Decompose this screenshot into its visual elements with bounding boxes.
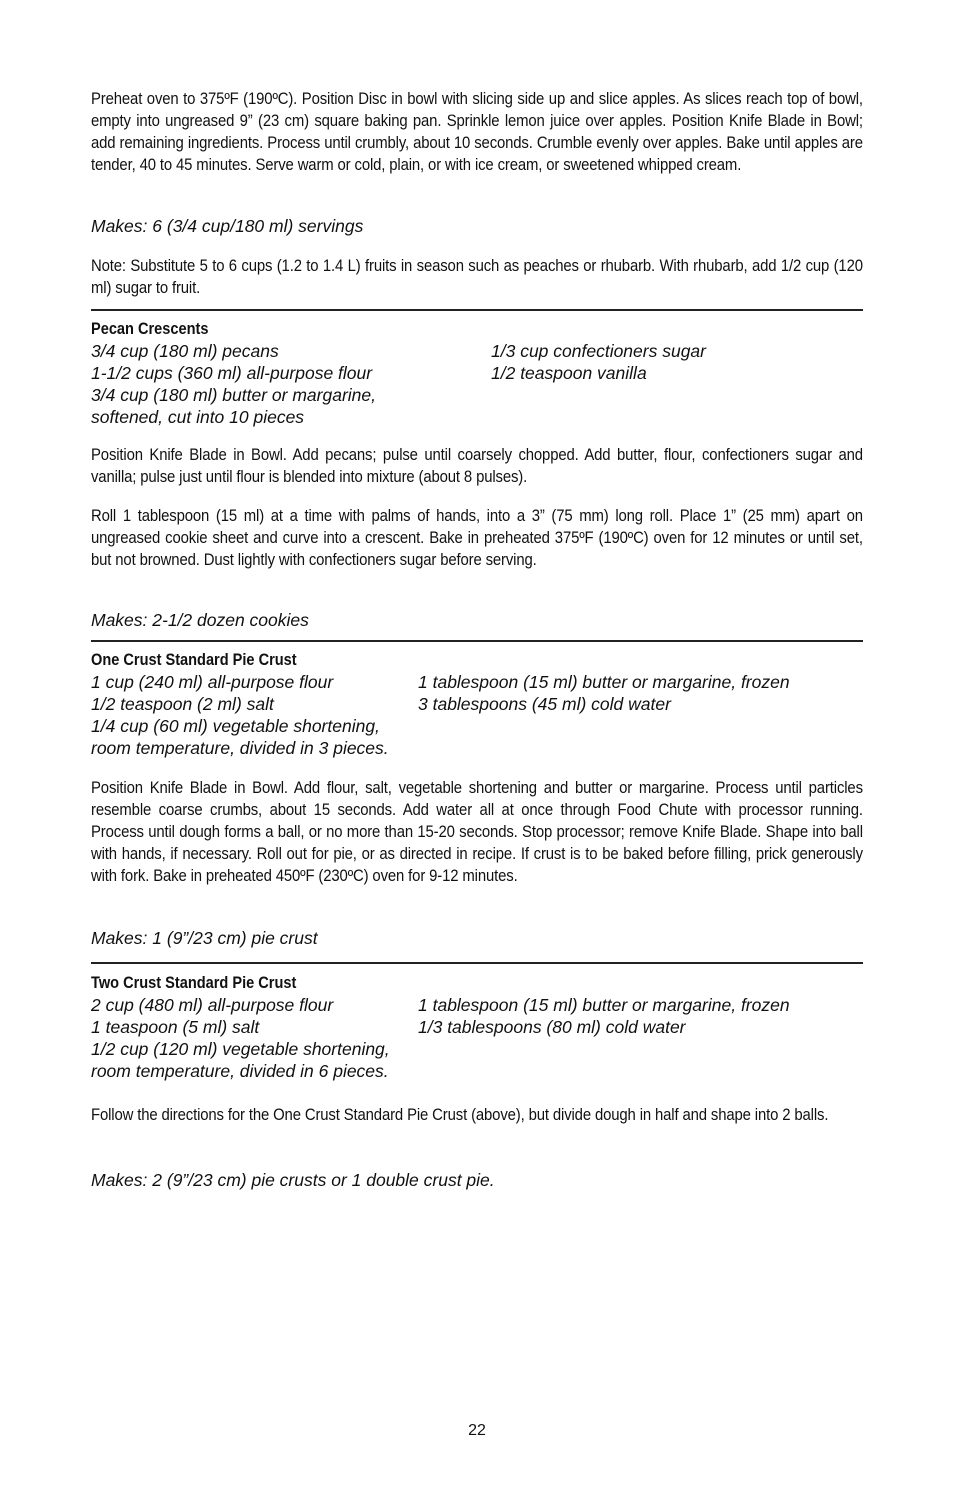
- ingredient-column-left: [91, 994, 390, 1082]
- recipe-title: Pecan Crescents: [91, 320, 209, 338]
- ingredient: 1/4 cup (60 ml) vegetable shortening,: [91, 716, 380, 736]
- directions-paragraph: Position Knife Blade in Bowl. Add pecans; pulse until coarsely chopped. Add butter, flour, confectioners sugar and vanilla; pulse just until flour is blended into mixture (about 8 pulses).: [91, 446, 863, 486]
- recipe-yield: Makes: 1 (9”/23 cm) pie crust: [91, 928, 318, 948]
- ingredient: 1 cup (240 ml) all-purpose flour: [91, 672, 334, 692]
- intro-makes: Makes: 6 (3/4 cup/180 ml) servings: [91, 216, 364, 236]
- ingredient: 1/2 cup (120 ml) vegetable shortening,: [91, 1039, 390, 1059]
- ingredient: room temperature, divided in 6 pieces.: [91, 1061, 389, 1081]
- ingredient: 3/4 cup (180 ml) butter or margarine,: [91, 385, 376, 405]
- recipe-yield: Makes: 2 (9”/23 cm) pie crusts or 1 double crust pie.: [91, 1170, 495, 1190]
- recipe-two-crust-pie: [91, 972, 863, 1191]
- ingredient-column-right: [491, 340, 706, 384]
- ingredient: 1/3 cup confectioners sugar: [491, 341, 706, 361]
- recipe-yield: Makes: 2-1/2 dozen cookies: [91, 610, 309, 630]
- ingredient: softened, cut into 10 pieces: [91, 407, 305, 427]
- ingredient-list: [91, 994, 863, 1082]
- ingredient: 3 tablespoons (45 ml) cold water: [418, 694, 671, 714]
- ingredient-column-left: [91, 671, 389, 759]
- ingredient: 2 cup (480 ml) all-purpose flour: [91, 995, 334, 1015]
- ingredient-column-left: [91, 340, 376, 428]
- ingredient: 1/2 teaspoon vanilla: [491, 363, 647, 383]
- recipe-title: One Crust Standard Pie Crust: [91, 651, 297, 669]
- ingredient: 1/2 teaspoon (2 ml) salt: [91, 694, 274, 714]
- ingredient-list: [91, 671, 863, 759]
- ingredient: 3/4 cup (180 ml) pecans: [91, 341, 279, 361]
- intro-paragraph: Preheat oven to 375ºF (190ºC). Position Disc in bowl with slicing side up and slice apples. As slices reach top of bowl, empty into ungreased 9” (23 cm) square baking pan. Sprinkle lemon juice over apples. Position Knife Blade in Bowl; add remaining ingredients. Process until crumbly, about 10 seconds. Crumble evenly over apples. Bake until apples are tender, 40 to 45 minutes. Serve warm or cold, plain, or with ice cream, or sweetened whipped cream.: [91, 90, 863, 174]
- directions-paragraph: Follow the directions for the One Crust Standard Pie Crust (above), but divide dough in half and shape into 2 balls.: [91, 1106, 829, 1124]
- ingredient: 1 tablespoon (15 ml) butter or margarine, frozen: [418, 995, 790, 1015]
- recipe-pecan-crescents: [91, 318, 863, 631]
- ingredient-column-right: [418, 671, 790, 715]
- ingredient: 1/3 tablespoons (80 ml) cold water: [418, 1017, 686, 1037]
- ingredient-column-right: [418, 994, 790, 1038]
- intro-note: Note: Substitute 5 to 6 cups (1.2 to 1.4 L) fruits in season such as peaches or rhubarb. With rhubarb, add 1/2 cup (120 ml) sugar to fruit.: [91, 257, 863, 297]
- ingredient: 1-1/2 cups (360 ml) all-purpose flour: [91, 363, 373, 383]
- ingredient: 1 teaspoon (5 ml) salt: [91, 1017, 260, 1037]
- recipe-title: Two Crust Standard Pie Crust: [91, 974, 297, 992]
- page-number: 22: [468, 1422, 486, 1439]
- directions-paragraph: Position Knife Blade in Bowl. Add flour, salt, vegetable shortening and butter or margarine. Process until particles resemble coarse crumbs, about 15 seconds. Add water all at once through Food Chute with processor running. Process until dough forms a ball, or no more than 15-20 seconds. Stop processor; remove Knife Blade. Shape into ball with hands, if necessary. Roll out for pie, or as directed in recipe. If crust is to be baked before filling, prick generously with fork. Bake in preheated 450ºF (230ºC) oven for 9-12 minutes.: [91, 779, 863, 885]
- recipe-one-crust-pie: [91, 649, 863, 949]
- directions-paragraph: Roll 1 tablespoon (15 ml) at a time with palms of hands, into a 3” (75 mm) long roll. Place 1” (25 mm) apart on ungreased cookie sheet and curve into a crescent. Bake in preheated 375ºF (190ºC) oven for 12 minutes or until set, but not browned. Dust lightly with confectioners sugar before serving.: [91, 507, 863, 569]
- ingredient: room temperature, divided in 3 pieces.: [91, 738, 389, 758]
- ingredient: 1 tablespoon (15 ml) butter or margarine, frozen: [418, 672, 790, 692]
- ingredient-list: [91, 340, 863, 428]
- recipe-page: [91, 88, 863, 1191]
